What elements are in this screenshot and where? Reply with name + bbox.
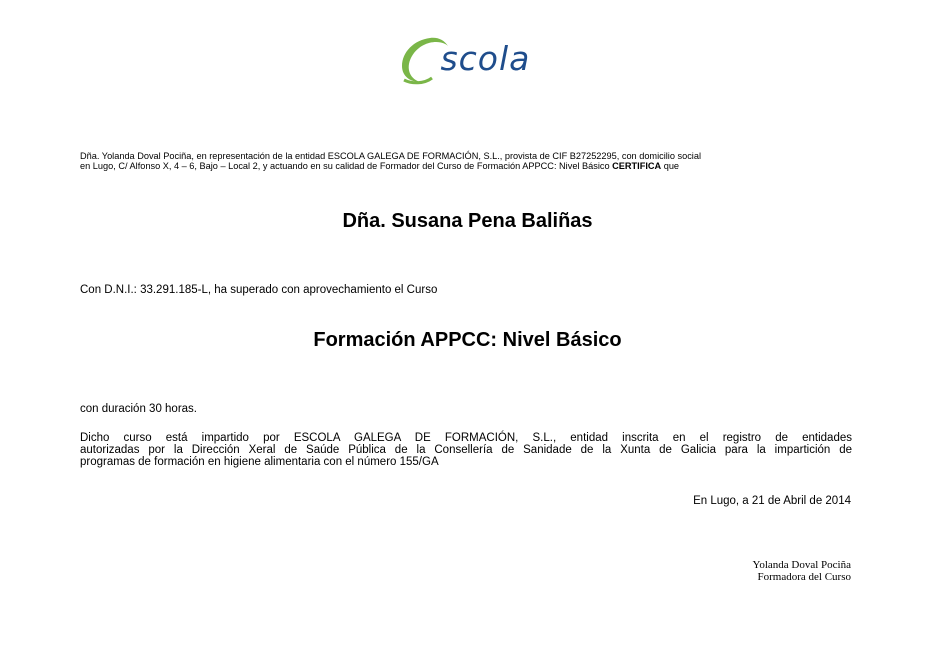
body-paragraph xyxy=(80,432,852,468)
signer-role: Formadora del Curso xyxy=(757,571,851,583)
recipient-name: Dña. Susana Pena Baliñas xyxy=(342,210,593,232)
intro-paragraph xyxy=(80,151,852,171)
signer-name: Yolanda Doval Pociña xyxy=(752,559,851,571)
intro-line-2: en Lugo, C/ Alfonso X, 4 – 6, Bajo – Local 2, y actuando en su calidad de Formador del Curso de Formación APPCC: Nivel Básico CERTIFICA que xyxy=(80,161,680,171)
duration-text: con duración 30 horas. xyxy=(80,403,197,415)
dni-statement: Con D.N.I.: 33.291.185-L, ha superado con aprovechamiento el Curso xyxy=(80,284,438,296)
certifica-word: CERTIFICA xyxy=(612,161,662,171)
body-line-2: autorizadas por la Dirección Xeral de Saúde Pública de la Consellería de Sanidade de la Xunta de Galicia para la impartición de xyxy=(80,444,852,456)
course-title: Formación APPCC: Nivel Básico xyxy=(313,329,622,351)
escola-logo xyxy=(396,32,546,86)
issue-date: En Lugo, a 21 de Abril de 2014 xyxy=(693,495,851,507)
logo-wordmark: e scola xyxy=(417,39,531,78)
body-line-1: Dicho curso está impartido por ESCOLA GALEGA DE FORMACIÓN, S.L., entidad inscrita en el registro de entidades xyxy=(80,432,852,444)
body-line-3: programas de formación en higiene alimentaria con el número 155/GA xyxy=(80,456,439,468)
intro-line-1: Dña. Yolanda Doval Pociña, en representación de la entidad ESCOLA GALEGA DE FORMACIÓN, S.L., provista de CIF B27252295, con domicilio social xyxy=(80,151,701,161)
signature-block xyxy=(753,559,851,583)
